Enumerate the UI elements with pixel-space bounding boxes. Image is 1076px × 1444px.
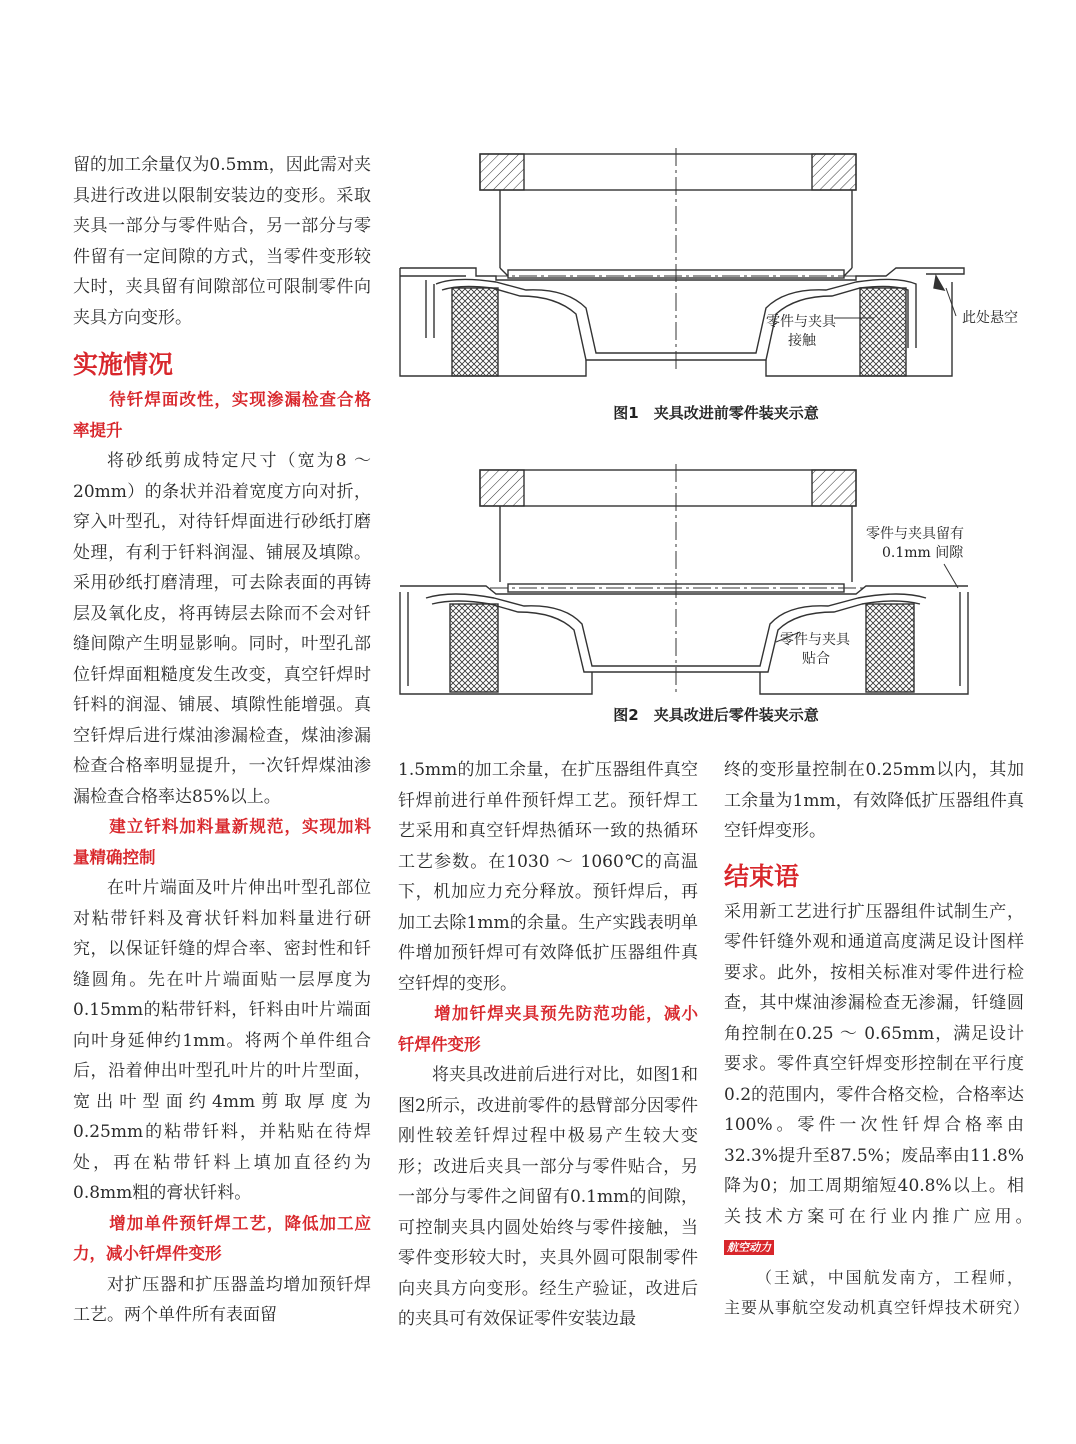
paragraph-pre-brazing: 对扩压器和扩压器盖均增加预钎焊工艺。两个单件所有表面留 bbox=[73, 1274, 371, 1325]
fig1-label-contact-line1: 零件与夹具 bbox=[766, 314, 836, 330]
figure-1-diagram bbox=[396, 148, 1036, 388]
right-column bbox=[724, 755, 1031, 1323]
left-column bbox=[73, 150, 371, 1331]
fig2-label-gap-line1: 零件与夹具留有 bbox=[866, 526, 964, 542]
fig1-label-overhang: 此处悬空 bbox=[962, 310, 1018, 326]
subheading-pre-brazing: 增加单件预钎焊工艺，降低加工应力，减小钎焊件变形 bbox=[73, 1213, 371, 1263]
magazine-badge: 航空动力 bbox=[724, 1240, 774, 1255]
subheading-surface-modification: 待钎焊面改性，实现渗漏检查合格率提升 bbox=[73, 390, 371, 440]
paragraph-conclusion bbox=[724, 897, 1024, 1263]
figure-2-caption: 图2 夹具改进后零件装夹示意 bbox=[613, 706, 819, 724]
figure-2-diagram bbox=[396, 464, 1036, 700]
middle-column bbox=[398, 755, 698, 1335]
author-note: （王斌，中国航发南方，工程师，主要从事航空发动机真空钎焊技术研究） bbox=[724, 1267, 1031, 1317]
section-heading-implementation: 实施情况 bbox=[73, 350, 174, 379]
paragraph-surface-modification: 将砂纸剪成特定尺寸（宽为8 ～ 20mm）的条状并沿着宽度方向对折，穿入叶型孔，对待钎焊面进行砂纸打磨处理，有利于钎料润湿、铺展及填隙。采用砂纸打磨清理，可去除表面的再铸层及氧化皮，将再铸层去除而不会对钎缝间隙产生明显影响。同时，叶型孔部位钎焊面粗糙度发生改变，真空钎焊时钎料的润湿、铺展、填隙性能增强。真空钎焊后进行煤油渗漏检查，煤油渗漏检查合格率明显提升，一次钎焊煤油渗漏检查合格率达85%以上。 bbox=[73, 451, 371, 807]
paragraph-pre-brazing-cont: 1.5mm的加工余量，在扩压器组件真空钎焊前进行单件预钎焊工艺。预钎焊工艺采用和真空钎焊热循环一致的热循环工艺参数。在1030 ～ 1060℃的高温下，机加应力充分释放。预钎焊后，再加工去除1mm的余量。生产实践表明单件增加预钎焊可有效降低扩压器组件真空钎焊的变形。 bbox=[398, 760, 698, 994]
fig1-label-contact-line2: 接触 bbox=[788, 333, 816, 349]
fig2-label-fit-line1: 零件与夹具 bbox=[780, 632, 850, 648]
subheading-fixture-improvement: 增加钎焊夹具预先防范功能，减小钎焊件变形 bbox=[398, 1004, 698, 1054]
paragraph-filler-amount: 在叶片端面及叶片伸出叶型孔部位对粘带钎料及膏状钎料加料量进行研究，以保证钎缝的焊合率、密封性和钎缝圆角。先在叶片端面贴一层厚度为0.15mm的粘带钎料，钎料由叶片端面向叶身延伸约1mm。将两个单件组合后，沿着伸出叶型孔叶片的叶片型面，宽出叶型面约4mm剪取厚度为0.25mm的粘带钎料，并粘贴在待焊处，再在粘带钎料上填加直径约为0.8mm粗的膏状钎料。 bbox=[73, 878, 371, 1203]
figure-1-caption: 图1 夹具改进前零件装夹示意 bbox=[613, 404, 819, 422]
section-heading-conclusion: 结束语 bbox=[724, 861, 800, 891]
fig2-label-fit-line2: 贴合 bbox=[802, 651, 830, 667]
subheading-filler-amount: 建立钎料加料量新规范，实现加料量精确控制 bbox=[73, 817, 371, 867]
fig2-label-gap-line2: 0.1mm 间隙 bbox=[882, 545, 964, 561]
conclusion-text: 采用新工艺进行扩压器组件试制生产，零件钎缝外观和通道高度满足设计图样要求。此外，按相关标准对零件进行检查，其中煤油渗漏检查无渗漏，钎缝圆角控制在0.25 ～ 0.65mm，满足设计要求。零件真空钎焊变形控制在平行度0.2的范围内，零件合格交检，合格率达100%。零件一次性钎焊合格率由32.3%提升至87.5%；废品率由11.8%降为0；加工周期缩短40.8%以上。相关技术方案可在行业内推广应用。 bbox=[724, 901, 1024, 1227]
paragraph-fixture-improvement-cont: 终的变形量控制在0.25mm以内，其加工余量为1mm，有效降低扩压器组件真空钎焊变形。 bbox=[724, 760, 1024, 841]
paragraph-fixture-improvement: 将夹具改进前后进行对比，如图1和图2所示，改进前零件的悬臂部分因零件刚性较差钎焊过程中极易产生较大变形；改进后夹具一部分与零件贴合，另一部分与零件之间留有0.1mm的间隙，可控制夹具内圆处始终与零件接触，当零件变形较大时，夹具外圆可限制零件向夹具方向变形。经生产验证，改进后的夹具可有效保证零件安装边最 bbox=[398, 1065, 698, 1329]
intro-paragraph: 留的加工余量仅为0.5mm，因此需对夹具进行改进以限制安装边的变形。采取夹具一部分与零件贴合，另一部分与零件留有一定间隙的方式，当零件变形较大时，夹具留有间隙部位可限制零件向夹具方向变形。 bbox=[73, 155, 371, 328]
